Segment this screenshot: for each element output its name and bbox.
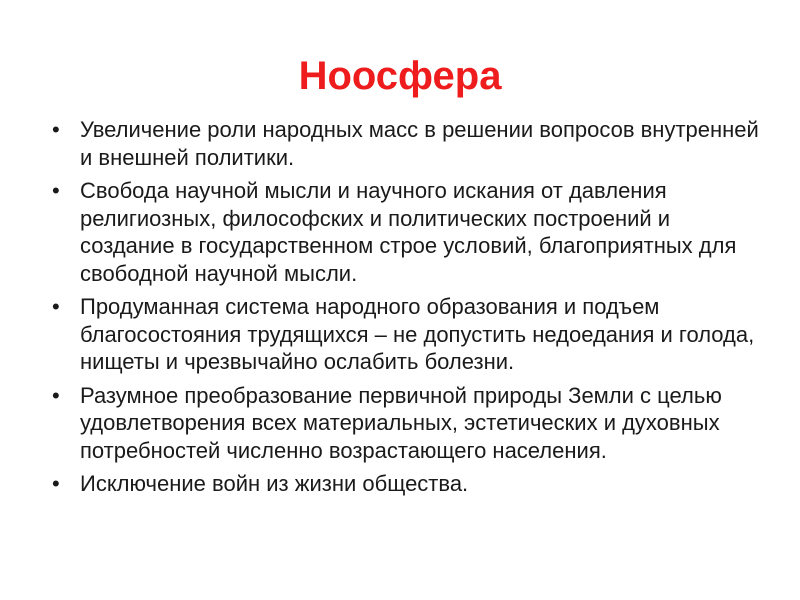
bullet-item	[52, 382, 764, 465]
bullet-text: Увеличение роли народных масс в решении вопросов внутренней и внешней политики.	[80, 117, 759, 170]
bullet-icon: •	[52, 471, 60, 496]
bullet-icon: •	[52, 294, 60, 319]
bullet-item	[52, 177, 764, 287]
bullet-item	[52, 470, 764, 498]
slide-title: Ноосфера	[298, 54, 502, 98]
bullet-list	[52, 116, 764, 504]
bullet-icon: •	[52, 382, 60, 408]
bullet-text: Продуманная система народного образования и подъем благосостояния трудящихся – не допустить недоедания и голода, нищеты и чрезвычайно ослабить болезни.	[80, 294, 755, 374]
bullet-item	[52, 116, 764, 171]
bullet-icon: •	[52, 178, 60, 203]
bullet-item	[52, 293, 764, 376]
bullet-text: Исключение войн из жизни общества.	[80, 471, 469, 496]
bullet-text: Свобода научной мысли и научного искания от давления религиозных, философских и политических построений и создание в государственном строе условий, благоприятных для свободной научной мысли.	[80, 178, 737, 286]
bullet-icon: •	[52, 117, 60, 142]
bullet-text: Разумное преобразование первичной природы Земли с целью удовлетворения всех материальных, эстетических и духовных потребностей численно возрастающего населения.	[80, 382, 722, 463]
